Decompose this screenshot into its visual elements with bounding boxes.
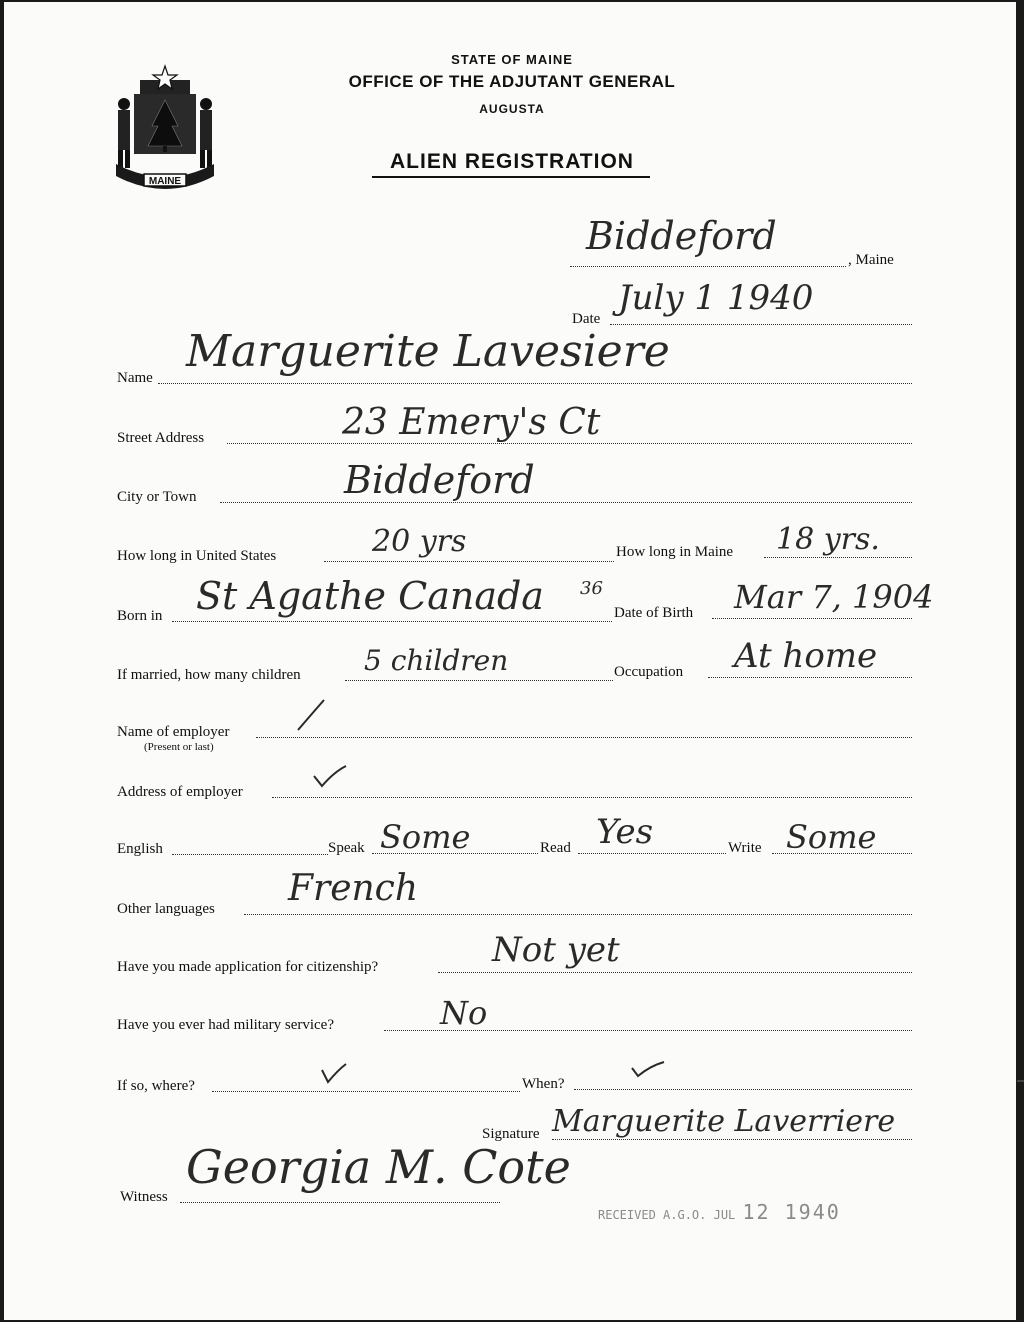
english-field-line [172, 854, 328, 855]
name-label: Name [117, 370, 153, 386]
date-value: July 1 1940 [618, 278, 814, 318]
city-value: Biddeford [344, 458, 535, 502]
military-value: No [440, 994, 488, 1032]
when-check-icon [628, 1058, 668, 1082]
edge-mark [1017, 1080, 1024, 1082]
english-label: English [117, 841, 163, 857]
other-languages-field-line [244, 914, 912, 915]
title-underline [372, 176, 650, 178]
date-field-line [610, 324, 912, 325]
name-field-line [158, 383, 912, 384]
employer-label: Name of employer [117, 724, 230, 740]
speak-label: Speak [328, 840, 365, 856]
received-stamp-text: RECEIVED A.G.O. JUL [598, 1208, 743, 1222]
received-stamp-date: 12 1940 [742, 1200, 841, 1224]
signature-value: Marguerite Laverriere [552, 1104, 896, 1139]
place-field-line [570, 266, 846, 267]
date-of-birth-field-line [712, 618, 912, 619]
years-us-label: How long in United States [117, 548, 277, 564]
employer-mark-icon [292, 696, 332, 736]
years-maine-label: How long in Maine [616, 544, 734, 560]
witness-label: Witness [120, 1189, 168, 1205]
other-languages-value: French [288, 868, 419, 909]
employer-address-field-line [272, 797, 912, 798]
other-languages-label: Other languages [117, 901, 215, 917]
write-label: Write [728, 840, 762, 856]
header-office: OFFICE OF THE ADJUTANT GENERAL [348, 72, 676, 91]
witness-value: Georgia M. Cote [186, 1140, 571, 1194]
received-stamp [598, 1200, 841, 1224]
seal-motto: MAINE [148, 176, 182, 187]
children-field-line [345, 680, 613, 681]
read-label: Read [540, 840, 571, 856]
where-check-icon [318, 1060, 350, 1088]
employer-address-label: Address of employer [117, 784, 243, 800]
where-label: If so, where? [117, 1078, 195, 1094]
where-field-line [212, 1091, 520, 1092]
street-address-value: 23 Emery's Ct [342, 402, 601, 443]
witness-field-line [180, 1202, 500, 1203]
occupation-field-line [708, 677, 912, 678]
children-value: 5 children [364, 644, 509, 677]
born-in-field-line [172, 621, 612, 622]
when-field-line [574, 1089, 912, 1090]
speak-value: Some [380, 818, 471, 856]
write-value: Some [786, 818, 877, 856]
years-us-field-line [324, 561, 614, 562]
citizenship-label: Have you made application for citizenship? [117, 959, 379, 975]
military-label: Have you ever had military service? [117, 1017, 334, 1033]
read-field-line [578, 853, 726, 854]
form-title: ALIEN REGISTRATION [390, 150, 634, 173]
citizenship-field-line [438, 972, 912, 973]
city-field-line [220, 502, 912, 503]
street-address-field-line [227, 443, 912, 444]
years-us-value: 20 yrs [372, 524, 467, 559]
employer-sublabel: (Present or last) [144, 741, 214, 753]
street-address-label: Street Address [117, 430, 205, 446]
header-state: STATE OF MAINE [451, 52, 573, 67]
when-label: When? [522, 1076, 565, 1092]
read-value: Yes [596, 812, 654, 852]
maine-label: , Maine [848, 252, 894, 268]
place-value: Biddeford [586, 214, 777, 258]
years-maine-value: 18 yrs. [776, 522, 880, 557]
citizenship-value: Not yet [492, 930, 620, 970]
header-city: AUGUSTA [479, 102, 545, 116]
date-label: Date [572, 311, 601, 327]
born-in-value: St Agathe Canada [196, 574, 544, 618]
occupation-label: Occupation [614, 664, 684, 680]
name-value: Marguerite Lavesiere [186, 326, 670, 377]
signature-label: Signature [482, 1126, 540, 1142]
date-of-birth-label: Date of Birth [614, 605, 694, 621]
signature-field-line [552, 1139, 912, 1140]
employer-field-line [256, 737, 912, 738]
years-maine-field-line [764, 557, 912, 558]
employer-address-check-icon [310, 762, 350, 792]
occupation-value: At home [734, 636, 878, 676]
children-label: If married, how many children [117, 667, 301, 683]
born-in-label: Born in [117, 608, 163, 624]
born-in-annotation: 36 [580, 578, 603, 599]
date-of-birth-value: Mar 7, 1904 [734, 578, 934, 616]
city-label: City or Town [117, 489, 197, 505]
